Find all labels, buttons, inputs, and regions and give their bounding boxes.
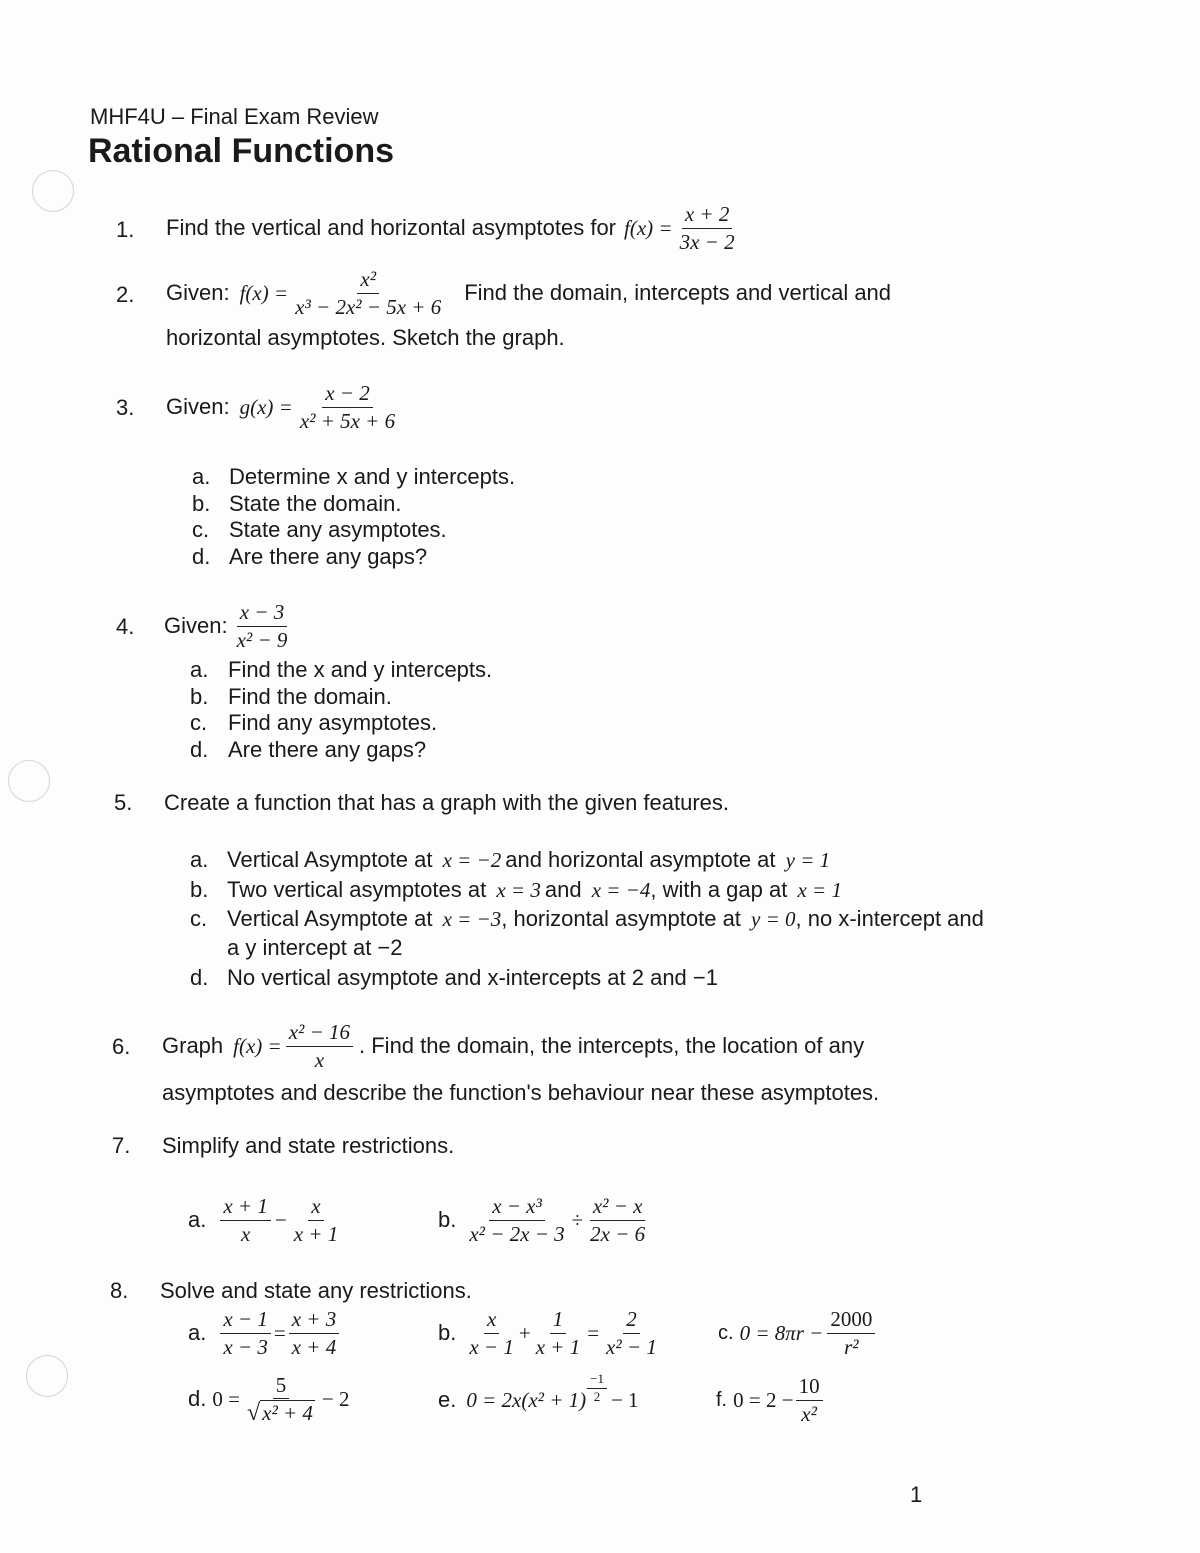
- denominator: 2x − 6: [590, 1221, 646, 1246]
- given-label: Given:: [166, 394, 230, 419]
- question-2: [166, 262, 891, 324]
- numerator: x − x³: [489, 1194, 545, 1220]
- numerator: x² − 16: [286, 1020, 353, 1046]
- numerator: 1: [550, 1307, 567, 1333]
- list-item: a. Vertical Asymptote at x = −2 and horizontal asymptote at y = 1: [190, 847, 831, 872]
- denominator: x²: [801, 1401, 817, 1426]
- equation-lhs: 0 = 2 −: [733, 1387, 794, 1412]
- denominator: x² − 2x − 3: [469, 1221, 565, 1246]
- operator: −: [274, 1207, 287, 1232]
- question-number: 6.: [112, 1034, 131, 1059]
- denominator: 3x − 2: [679, 229, 735, 254]
- question-8a: [188, 1303, 339, 1363]
- question-number: 2.: [116, 282, 135, 307]
- question-7b: [438, 1190, 648, 1250]
- numerator: x: [484, 1307, 499, 1333]
- list-item: b. Two vertical asymptotes at x = 3 and x = −4, with a gap at x = 1: [190, 877, 842, 902]
- binder-hole: [26, 1355, 68, 1397]
- list-item: a. Find the x and y intercepts.: [190, 657, 493, 682]
- list-item: c. State any asymptotes.: [192, 517, 447, 542]
- function-name: g(x) =: [239, 394, 293, 419]
- course-header: MHF4U – Final Exam Review: [90, 104, 379, 129]
- denominator: √ x² + 4: [246, 1400, 313, 1427]
- list-item: a. Determine x and y intercepts.: [192, 464, 516, 489]
- item-label: d.: [188, 1386, 207, 1411]
- page-title: Rational Functions: [88, 132, 394, 170]
- numerator: 2000: [827, 1307, 875, 1333]
- given-label: Given:: [164, 613, 228, 638]
- fraction: [286, 1020, 353, 1071]
- subquestion-list: [190, 657, 492, 763]
- operator: +: [518, 1320, 531, 1345]
- denominator: 2: [593, 1388, 601, 1404]
- numerator: x − 2: [322, 381, 373, 407]
- list-item: b. State the domain.: [192, 490, 402, 516]
- fraction: [289, 1307, 340, 1358]
- denominator: x² + 5x + 6: [299, 408, 396, 433]
- list-item: b. Find the domain.: [190, 683, 392, 709]
- item-label: f.: [716, 1388, 728, 1411]
- numerator: 10: [796, 1374, 823, 1400]
- item-label: e.: [438, 1387, 457, 1412]
- denominator: x + 1: [293, 1221, 339, 1246]
- fraction: [292, 267, 444, 318]
- fraction: [220, 1307, 271, 1358]
- fraction: [466, 1307, 517, 1358]
- subquestion-list: [190, 845, 984, 992]
- equation-lhs: 0 =: [212, 1386, 240, 1411]
- denominator: x³ − 2x² − 5x + 6: [295, 294, 442, 319]
- numerator: −1: [587, 1372, 607, 1389]
- fraction: [234, 600, 291, 651]
- function-name: f(x) =: [233, 1033, 282, 1058]
- numerator: x + 3: [289, 1307, 340, 1333]
- list-item: d. No vertical asymptote and x-intercepts at 2 and −1: [190, 965, 718, 990]
- numerator: x: [308, 1194, 323, 1220]
- list-item: d. Are there any gaps?: [190, 736, 427, 762]
- question-4: [164, 596, 290, 656]
- question-8d: [188, 1368, 350, 1430]
- question-text: Solve and state any restrictions.: [160, 1278, 472, 1303]
- numerator: x − 1: [220, 1307, 271, 1333]
- numerator: 2: [623, 1307, 640, 1333]
- fraction: [297, 381, 398, 432]
- denominator: x − 3: [223, 1334, 268, 1359]
- question-text: Find the vertical and horizontal asymptotes for: [166, 215, 617, 240]
- question-8e: [438, 1370, 639, 1430]
- fraction: [827, 1307, 875, 1358]
- list-item: c. Vertical Asymptote at x = −3, horizontal asymptote at y = 0, no x-intercept and: [190, 906, 984, 931]
- denominator: x² − 9: [236, 627, 288, 652]
- function-name: f(x) =: [239, 280, 289, 305]
- question-8b: [438, 1303, 660, 1363]
- denominator: x + 1: [535, 1334, 581, 1359]
- question-8c: [718, 1303, 875, 1363]
- denominator: x² − 1: [606, 1334, 657, 1359]
- question-number: 5.: [114, 790, 133, 815]
- fraction: [220, 1194, 271, 1245]
- question-text: Find the domain, intercepts and vertical and: [464, 280, 892, 305]
- item-label: a.: [188, 1320, 207, 1345]
- fraction: [603, 1307, 660, 1358]
- denominator: x − 1: [469, 1334, 514, 1359]
- numerator: x² − x: [590, 1194, 646, 1220]
- item-label: a.: [188, 1207, 207, 1232]
- fraction: [533, 1307, 584, 1358]
- fraction: [677, 202, 738, 253]
- item-label: b.: [438, 1207, 457, 1232]
- question-text: . Find the domain, the intercepts, the location of any: [359, 1033, 865, 1058]
- function-name: f(x) =: [624, 215, 673, 240]
- list-item-continued: a y intercept at −2: [227, 935, 403, 960]
- subquestion-list: [192, 464, 515, 570]
- fraction: [466, 1194, 567, 1245]
- exponent-fraction: [587, 1372, 607, 1405]
- item-label: b.: [438, 1320, 457, 1345]
- numerator: x + 2: [682, 202, 733, 228]
- denominator: x: [314, 1047, 325, 1072]
- question-text: Create a function that has a graph with the given features.: [164, 790, 730, 815]
- question-number: 8.: [110, 1278, 129, 1303]
- binder-hole: [32, 170, 74, 212]
- operator: ÷: [571, 1207, 584, 1232]
- question-7a: [188, 1190, 341, 1250]
- question-number: 1.: [116, 217, 135, 242]
- binder-hole: [8, 760, 50, 802]
- fraction: [244, 1373, 318, 1425]
- question-8f: [716, 1370, 823, 1430]
- numerator: x + 1: [220, 1194, 271, 1220]
- list-item: d. Are there any gaps?: [192, 543, 428, 569]
- denominator: x: [240, 1221, 251, 1246]
- equals-sign: =: [587, 1320, 600, 1345]
- equation-rhs: − 2: [321, 1386, 350, 1411]
- question-number: 3.: [116, 395, 135, 420]
- question-3: [166, 376, 398, 438]
- question-number: 7.: [112, 1133, 131, 1158]
- fraction: [587, 1194, 648, 1245]
- denominator: r²: [844, 1334, 859, 1359]
- numerator: x − 3: [237, 600, 288, 626]
- fraction: [796, 1374, 823, 1425]
- equation-lhs: 0 = 2x(x² + 1): [466, 1387, 587, 1412]
- equation-rhs: − 1: [610, 1387, 639, 1412]
- question-text-continued: horizontal asymptotes. Sketch the graph.: [166, 325, 565, 350]
- question-text-continued: asymptotes and describe the function's behaviour near these asymptotes.: [162, 1080, 880, 1105]
- equation-lhs: 0 = 8πr −: [739, 1320, 824, 1345]
- fraction: [291, 1194, 342, 1245]
- page-number: 1: [910, 1482, 923, 1507]
- question-number: 4.: [116, 614, 135, 639]
- numerator: 5: [273, 1373, 290, 1399]
- equals-sign: =: [273, 1320, 286, 1345]
- denominator: x + 4: [291, 1334, 337, 1359]
- question-text: Simplify and state restrictions.: [162, 1133, 455, 1158]
- numerator: x²: [357, 267, 379, 293]
- square-root-icon: √: [246, 1400, 261, 1427]
- question-1: [166, 198, 738, 258]
- item-label: c.: [718, 1321, 734, 1344]
- given-label: Given:: [166, 280, 230, 305]
- graph-label: Graph: [162, 1033, 224, 1058]
- question-6: [162, 1015, 864, 1077]
- list-item: c. Find any asymptotes.: [190, 710, 438, 735]
